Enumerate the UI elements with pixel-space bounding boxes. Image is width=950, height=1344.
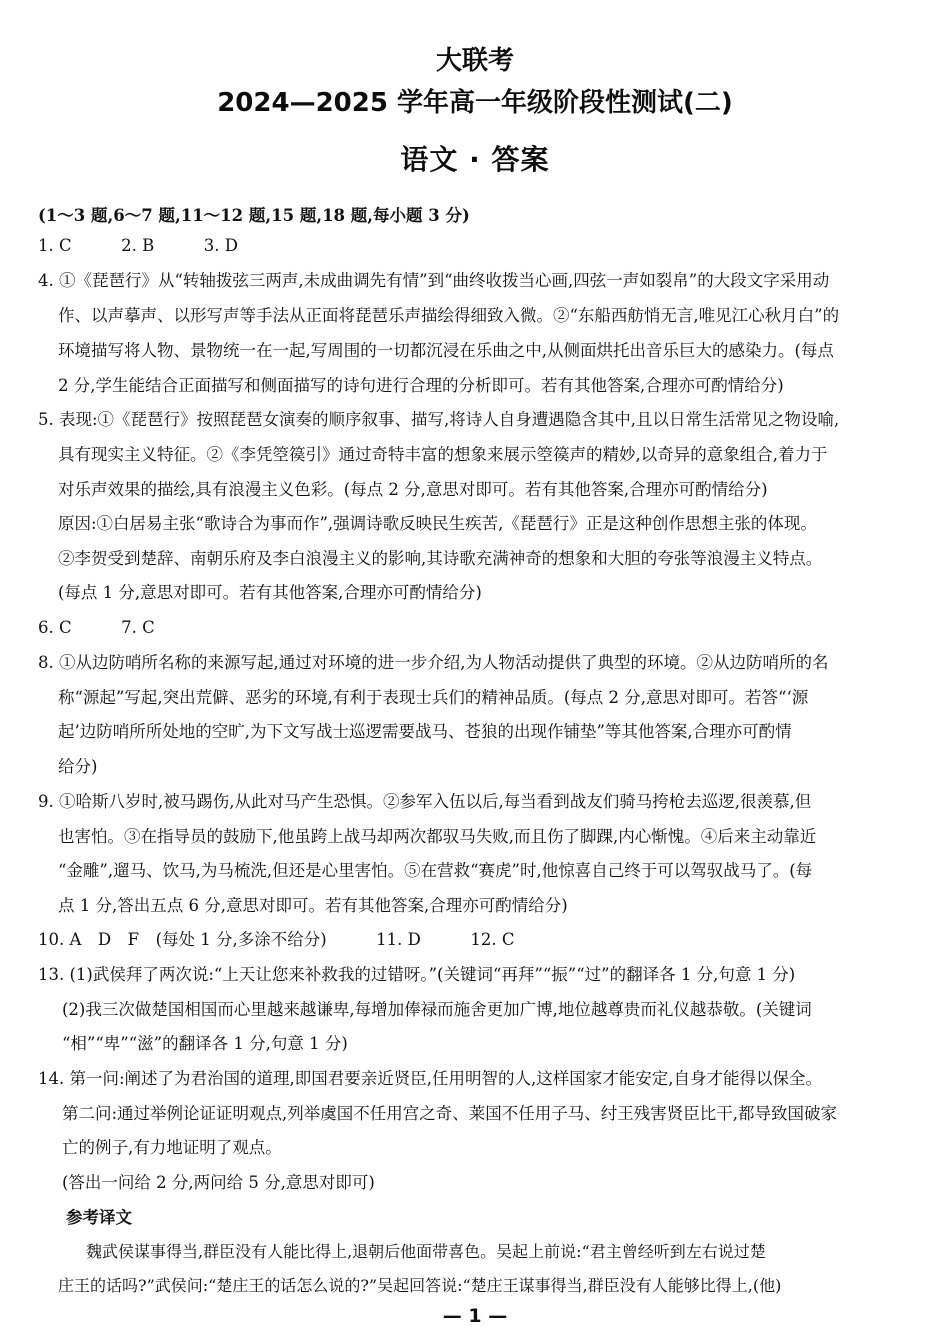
answer-line: (答出一问给 2 分,两问给 5 分,意思对即可): [62, 1173, 375, 1192]
answer-line: 14. 第一问:阐述了为君治国的道理,即国君要亲近贤臣,任用明智的人,这样国家才能安定,自身才能得以保全。: [38, 1069, 823, 1088]
org-title: 大联考: [435, 46, 514, 76]
answer-line: ②李贺受到楚辞、南朝乐府及李白浪漫主义的影响,其诗歌充满神奇的想象和大胆的夸张等浪漫主义特点。: [58, 549, 823, 568]
answer-line: 也害怕。③在指导员的鼓励下,他虽跨上战马却两次都驭马失败,而且伤了脚踝,内心惭愧。④后来主动靠近: [58, 827, 817, 846]
page-number: — 1 —: [442, 1305, 508, 1327]
answer-line: 作、以声摹声、以形写声等手法从正面将琵琶乐声描绘得细致入微。②“东船西舫悄无言,唯见江心秋月白”的: [58, 306, 840, 325]
answer-line: 10. A D F (每处 1 分,多涂不给分) 11. D 12. C: [38, 930, 515, 949]
answer-line: 具有现实主义特征。②《李凭箜篌引》通过奇特丰富的想象来展示箜篌声的精妙,以奇异的意象组合,着力于: [58, 445, 828, 464]
answer-line: 点 1 分,答出五点 6 分,意思对即可。若有其他答案,合理亦可酌情给分): [58, 896, 568, 915]
answer-line: 环境描写将人物、景物统一在一起,写周围的一切都沉浸在乐曲之中,从侧面烘托出音乐巨大的感染力。(每点: [58, 341, 834, 360]
subject-title: 语文 · 答案: [400, 143, 550, 176]
answer-line: “相”“卑”“滋”的翻译各 1 分,句意 1 分): [62, 1034, 348, 1053]
answer-line: 2 分,学生能结合正面描写和侧面描写的诗句进行合理的分析即可。若有其他答案,合理亦可酌情给分): [58, 376, 784, 395]
answer-line: 5. 表现:①《琵琶行》按照琵琶女演奏的顺序叙事、描写,将诗人自身遭遇隐含其中,且以日常生活常见之物设喻,: [38, 410, 840, 429]
answer-line: 6. C 7. C: [38, 618, 155, 637]
exam-title: 2024—2025 学年高一年级阶段性测试(二): [217, 88, 733, 118]
answer-line: 第二问:通过举例论证证明观点,列举虞国不任用宫之奇、莱国不任用子马、纣王残害贤臣比干,都导致国破家: [62, 1104, 838, 1123]
answer-line: (2)我三次做楚国相国而心里越来越谦卑,每增加俸禄而施舍更加广博,地位越尊贵而礼仪越恭敬。(关键词: [62, 1000, 812, 1019]
answer-line: 称“源起”写起,突出荒僻、恶劣的环境,有利于表现士兵们的精神品质。(每点 2 分,意思对即可。若答“‘源: [58, 688, 809, 707]
answer-line: 亡的例子,有力地证明了观点。: [62, 1138, 282, 1157]
answer-line: (1～3 题,6～7 题,11～12 题,15 题,18 题,每小题 3 分): [38, 206, 470, 225]
answer-line: 魏武侯谋事得当,群臣没有人能比得上,退朝后他面带喜色。吴起上前说:“君主曾经听到左右说过楚: [86, 1242, 766, 1261]
answer-line: 起’边防哨所所处地的空旷,为下文写战士巡逻需要战马、苍狼的出现作铺垫”等其他答案,合理亦可酌情: [58, 722, 792, 741]
answer-line: 庄王的话吗?”武侯问:“楚庄王的话怎么说的?”吴起回答说:“楚庄王谋事得当,群臣没有人能够比得上,(他): [58, 1276, 782, 1295]
answer-line: 对乐声效果的描绘,具有浪漫主义色彩。(每点 2 分,意思对即可。若有其他答案,合理亦可酌情给分): [58, 480, 768, 499]
answer-line: 8. ①从边防哨所名称的来源写起,通过对环境的进一步介绍,为人物活动提供了典型的环境。②从边防哨所的名: [38, 653, 829, 672]
answer-line: 9. ①哈斯八岁时,被马踢伤,从此对马产生恐惧。②参军入伍以后,每当看到战友们骑马挎枪去巡逻,很羡慕,但: [38, 792, 812, 811]
answer-line: 参考译文: [66, 1208, 132, 1227]
answer-line: (每点 1 分,意思对即可。若有其他答案,合理亦可酌情给分): [58, 583, 482, 602]
answer-line: 原因:①白居易主张“歌诗合为事而作”,强调诗歌反映民生疾苦,《琵琶行》正是这种创作思想主张的体现。: [58, 514, 817, 533]
answer-line: 13. (1)武侯拜了两次说:“上天让您来补救我的过错呀。”(关键词“再拜”“振”“过”的翻译各 1 分,句意 1 分): [38, 965, 796, 984]
answer-line: 1. C 2. B 3. D: [38, 236, 238, 255]
answer-line: 4. ①《琵琶行》从“转轴拨弦三两声,未成曲调先有情”到“曲终收拨当心画,四弦一声如裂帛”的大段文字采用动: [38, 271, 830, 290]
answer-line: “金雕”,遛马、饮马,为马梳洗,但还是心里害怕。⑤在营救“赛虎”时,他惊喜自己终于可以驾驭战马了。(每: [58, 861, 813, 880]
answer-line: 给分): [58, 757, 98, 776]
